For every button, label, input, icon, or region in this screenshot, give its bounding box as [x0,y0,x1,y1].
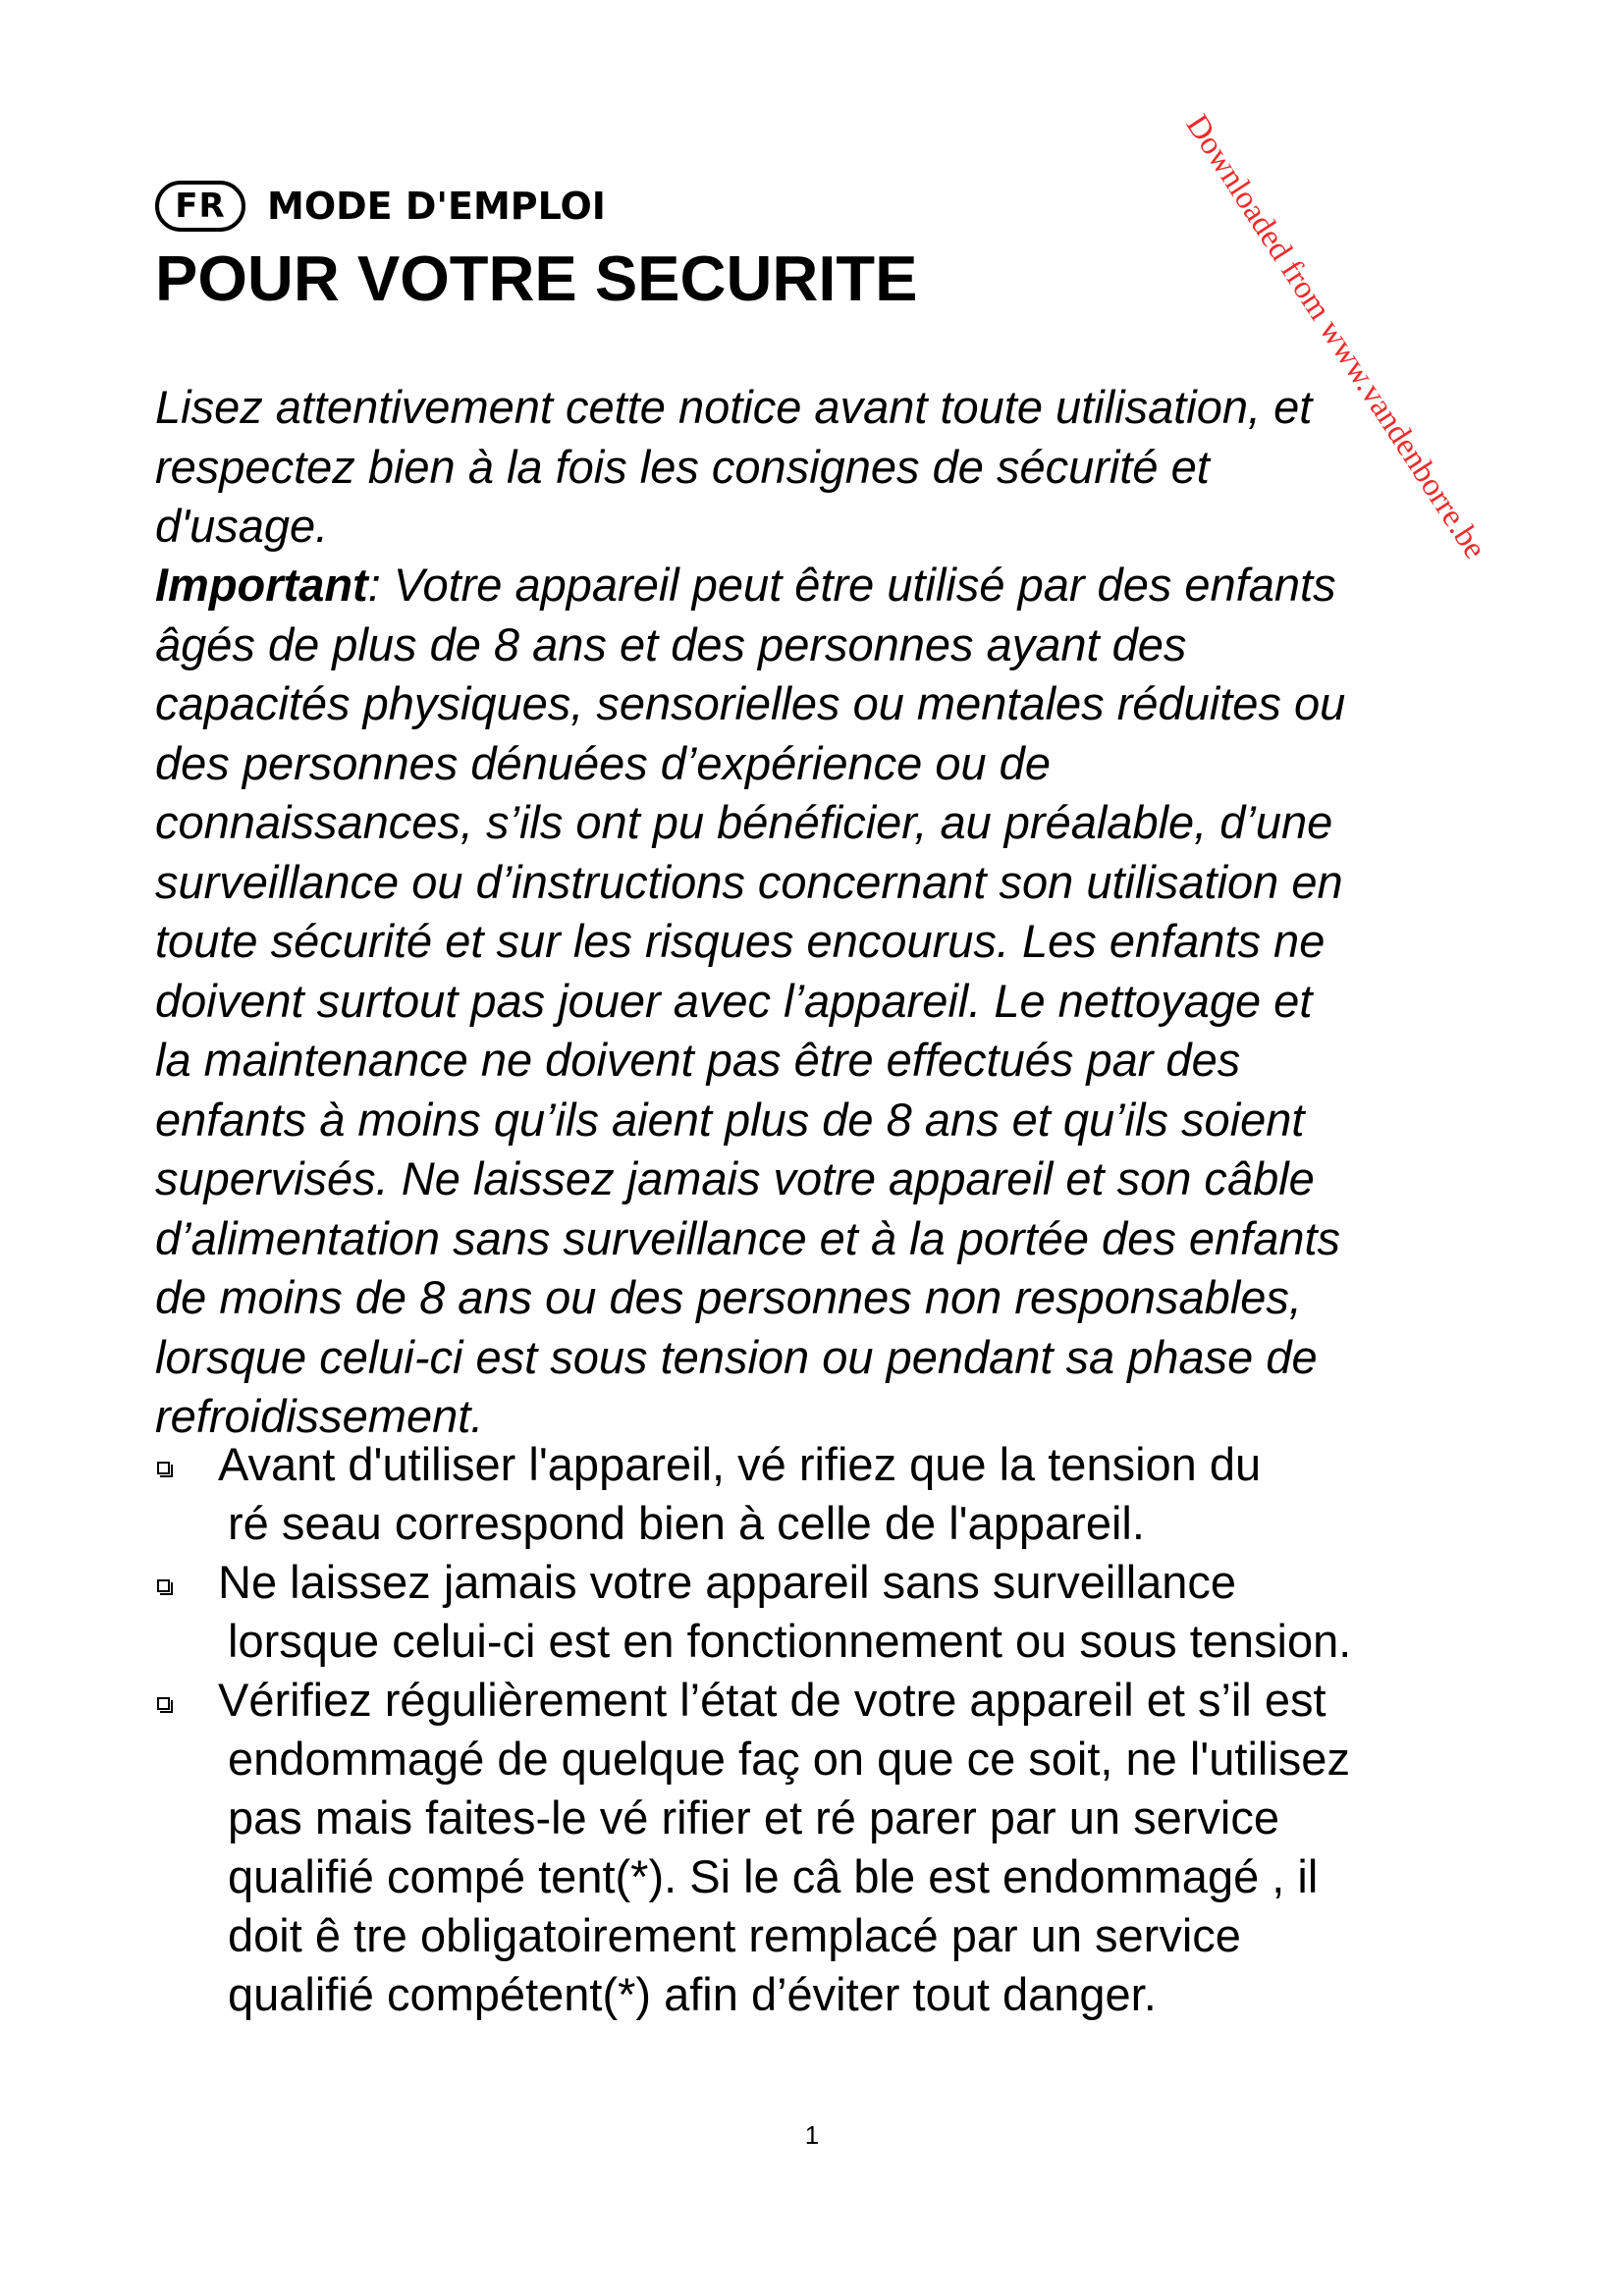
intro-line: respectez bien à la fois les consignes de sécurité et [155,440,1210,493]
checkbox-bullet-icon [157,1697,170,1710]
mode-label: MODE D'EMPLOI [267,185,606,228]
important-line: d’alimentation sans surveillance et à la portée des enfants [155,1211,1341,1264]
bullet-item [155,1553,1549,1671]
bullet-line: doit ê tre obligatoirement remplacé par un service [228,1909,1241,1961]
bullet-line: pas mais faites-le vé rifier et ré parer par un service [228,1791,1279,1843]
safety-bullet-list [155,1435,1549,2024]
bullet-line: Vérifiez régulièrement l’état de votre appareil et s’il est [218,1674,1326,1726]
bullet-line: qualifié compé tent(*). Si le câ ble est endommagé , il [228,1850,1319,1902]
important-first-line [155,556,1530,615]
important-line: supervisés. Ne laissez jamais votre appareil et son câble [155,1152,1315,1204]
bullet-line: lorsque celui-ci est en fonctionnement ou sous tension. [228,1615,1352,1667]
important-line: de moins de 8 ans ou des personnes non responsables, [155,1271,1302,1323]
bullet-line: ré seau correspond bien à celle de l'appareil. [228,1497,1145,1549]
header [155,177,606,236]
important-label: Important [155,559,368,611]
important-line: surveillance ou d’instructions concernant son utilisation en [155,855,1343,908]
page-title: POUR VOTRE SECURITE [155,242,918,314]
important-line: âgés de plus de 8 ans et des personnes ayant des [155,617,1187,670]
important-paragraph [155,556,1530,1447]
bullet-item [155,1671,1549,2024]
checkbox-bullet-icon [157,1462,170,1474]
bullet-line: Ne laissez jamais votre appareil sans surveillance [218,1556,1237,1608]
important-line: capacités physiques, sensorielles ou mentales réduites ou [155,677,1346,729]
language-badge: FR [155,181,245,232]
download-watermark: Downloaded from www.vandenborre.be [1178,108,1493,565]
bullet-line: endommagé de quelque faç on que ce soit, ne l'utilisez [228,1733,1350,1785]
bullet-line: qualifié compétent(*) afin d’éviter tout danger. [228,1968,1157,2020]
intro-line: Lisez attentivement cette notice avant toute utilisation, et [155,381,1313,433]
page-number: 1 [804,2120,820,2150]
important-line: refroidissement. [155,1390,484,1442]
bullet-item [155,1435,1549,1553]
intro-line: d'usage. [155,500,329,552]
intro-paragraph [155,378,1510,557]
important-first-line-text: : Votre appareil peut être utilisé par des enfants [367,559,1336,611]
important-line: connaissances, s’ils ont pu bénéficier, au préalable, d’une [155,796,1333,848]
important-line: des personnes dénuées d’expérience ou de [155,736,1051,789]
important-line: la maintenance ne doivent pas être effectués par des [155,1034,1241,1086]
important-line: lorsque celui-ci est sous tension ou pendant sa phase de [155,1330,1318,1383]
important-line: toute sécurité et sur les risques encourus. Les enfants ne [155,915,1326,967]
checkbox-bullet-icon [157,1579,170,1592]
important-line: enfants à moins qu’ils aient plus de 8 ans et qu’ils soient [155,1093,1305,1146]
important-line: doivent surtout pas jouer avec l’appareil. Le nettoyage et [155,974,1313,1027]
bullet-line: Avant d'utiliser l'appareil, vé rifiez que la tension du [218,1438,1262,1490]
